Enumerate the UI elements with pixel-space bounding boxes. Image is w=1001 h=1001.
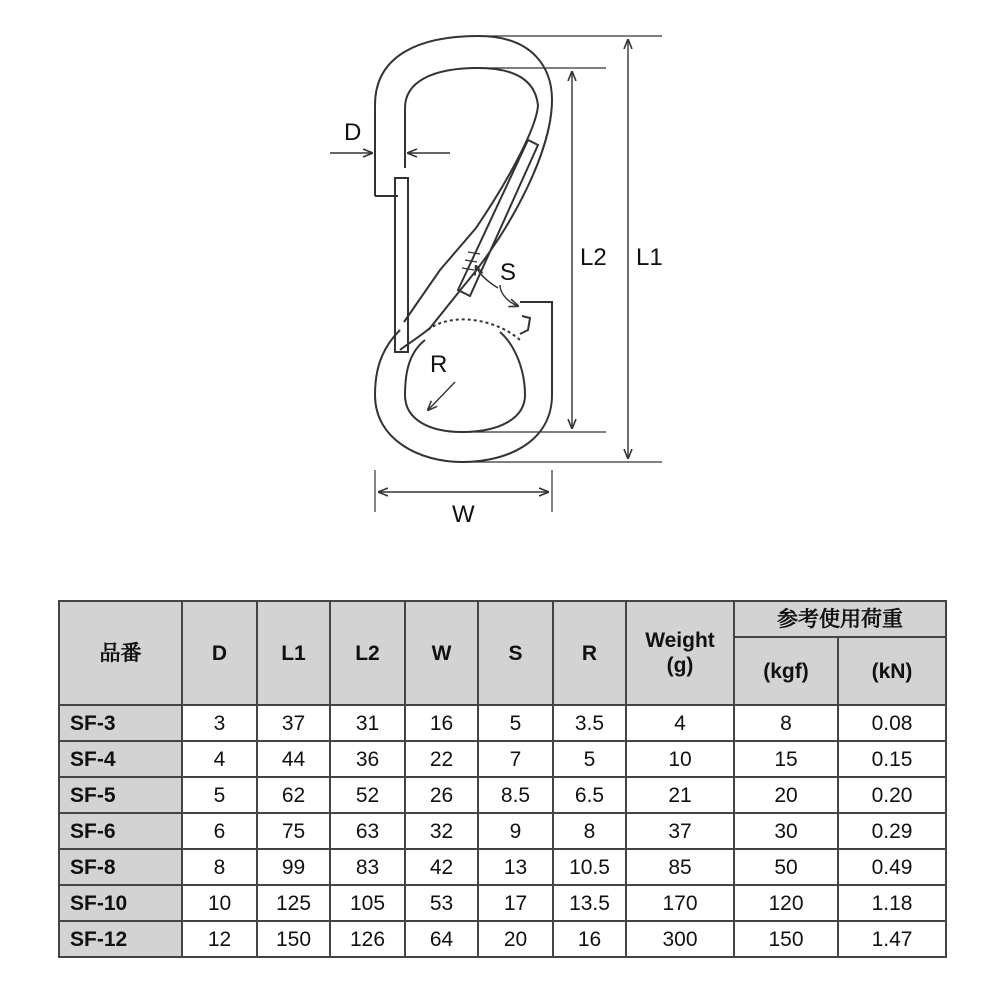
label-l1: L1 [636,244,663,271]
cell-kn: 1.47 [838,921,946,957]
cell-kgf: 20 [734,777,838,813]
header-kn: (kN) [838,637,946,705]
cell-l2: 31 [330,705,405,741]
header-l2: L2 [330,601,405,705]
table-row [59,813,946,849]
cell-l1: 62 [257,777,330,813]
cell-kgf: 30 [734,813,838,849]
cell-weight: 300 [626,921,734,957]
cell-kn: 0.29 [838,813,946,849]
cell-l1: 75 [257,813,330,849]
cell-kgf: 150 [734,921,838,957]
cell-l1: 125 [257,885,330,921]
cell-l1: 150 [257,921,330,957]
cell-s: 9 [478,813,553,849]
cell-kgf: 8 [734,705,838,741]
cell-kgf: 15 [734,741,838,777]
cell-d: 10 [182,885,257,921]
cell-model: SF-12 [59,921,182,957]
label-r: R [430,351,448,378]
cell-l1: 37 [257,705,330,741]
cell-l2: 126 [330,921,405,957]
header-weight-label: Weight [645,628,715,652]
header-kgf: (kgf) [734,637,838,705]
table-row [59,705,946,741]
cell-d: 4 [182,741,257,777]
table-row [59,741,946,777]
header-s: S [478,601,553,705]
cell-r: 10.5 [553,849,626,885]
cell-d: 5 [182,777,257,813]
cell-r: 3.5 [553,705,626,741]
spec-table [58,600,947,958]
label-s: S [500,259,517,286]
header-model: 品番 [59,601,182,705]
spec-table-body [59,705,946,957]
label-w: W [452,501,475,528]
cell-r: 8 [553,813,626,849]
cell-kn: 0.15 [838,741,946,777]
extension-lines [375,36,662,512]
cell-kn: 0.49 [838,849,946,885]
cell-w: 32 [405,813,478,849]
cell-weight: 21 [626,777,734,813]
cell-s: 20 [478,921,553,957]
cell-w: 22 [405,741,478,777]
snap-hook-body [375,36,552,462]
table-row [59,921,946,957]
cell-weight: 10 [626,741,734,777]
cell-s: 17 [478,885,553,921]
cell-model: SF-3 [59,705,182,741]
cell-r: 5 [553,741,626,777]
dimension-labels [344,119,663,528]
cell-kn: 1.18 [838,885,946,921]
cell-s: 8.5 [478,777,553,813]
cell-kgf: 120 [734,885,838,921]
cell-d: 12 [182,921,257,957]
cell-weight: 4 [626,705,734,741]
cell-l2: 105 [330,885,405,921]
table-row [59,849,946,885]
cell-model: SF-4 [59,741,182,777]
cell-model: SF-8 [59,849,182,885]
table-row [59,777,946,813]
cell-w: 16 [405,705,478,741]
cell-model: SF-5 [59,777,182,813]
cell-l2: 36 [330,741,405,777]
cell-s: 7 [478,741,553,777]
cell-l2: 63 [330,813,405,849]
cell-kn: 0.20 [838,777,946,813]
table-row [59,885,946,921]
cell-w: 53 [405,885,478,921]
cell-d: 6 [182,813,257,849]
header-load-group: 参考使用荷重 [734,601,946,637]
cell-d: 3 [182,705,257,741]
cell-weight: 85 [626,849,734,885]
cell-kgf: 50 [734,849,838,885]
cell-w: 64 [405,921,478,957]
header-weight-unit: (g) [666,654,694,677]
label-d: D [344,119,362,146]
cell-weight: 37 [626,813,734,849]
cell-w: 42 [405,849,478,885]
header-w: W [405,601,478,705]
cell-r: 16 [553,921,626,957]
header-weight [626,601,734,705]
cell-model: SF-10 [59,885,182,921]
cell-s: 5 [478,705,553,741]
cell-model: SF-6 [59,813,182,849]
cell-w: 26 [405,777,478,813]
cell-l2: 83 [330,849,405,885]
cell-r: 6.5 [553,777,626,813]
cell-d: 8 [182,849,257,885]
cell-l1: 99 [257,849,330,885]
cell-s: 13 [478,849,553,885]
label-l2: L2 [580,244,607,271]
header-r: R [553,601,626,705]
cell-l1: 44 [257,741,330,777]
header-l1: L1 [257,601,330,705]
cell-l2: 52 [330,777,405,813]
cell-weight: 170 [626,885,734,921]
cell-kn: 0.08 [838,705,946,741]
cell-r: 13.5 [553,885,626,921]
header-d: D [182,601,257,705]
